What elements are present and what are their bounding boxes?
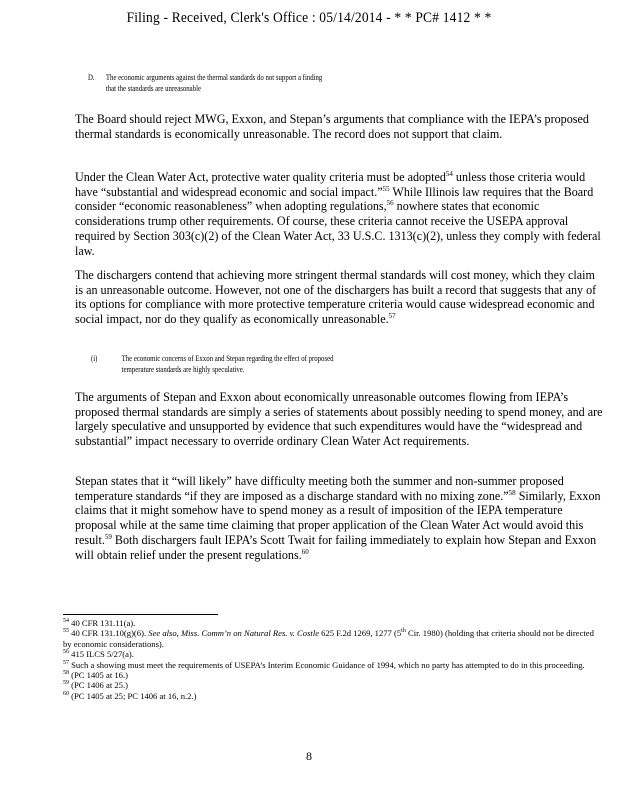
section-i-line2: temperature standards are highly speculative.: [121, 365, 245, 374]
paragraph-5-text-c: Both dischargers fault IEPA’s Scott Twait for failing immediately to explain how Stepan and Exxon will obtain relief under the present regulations.: [75, 532, 597, 562]
footnote-text: 40 CFR 131.11(a).: [69, 618, 136, 628]
paragraph-5: [75, 474, 605, 562]
footnote-number: 56: [63, 649, 69, 656]
footnote-number: 57: [63, 659, 69, 666]
section-i-heading: [91, 353, 334, 375]
page-number: 8: [306, 749, 312, 763]
footnote-ref-60[interactable]: 60: [301, 547, 309, 556]
footnote-divider: [63, 614, 218, 615]
footnote-text: (PC 1405 at 25; PC 1406 at 16, n.2.): [69, 690, 197, 701]
filing-stamp-header: Filing - Received, Clerk's Office : 05/14/2014 - * * PC# 1412 * *: [126, 10, 492, 26]
footnote-text: Cir. 1980) (holding that criteria should not be directed by economic considerations).: [63, 628, 594, 649]
footnote-ref-55[interactable]: 55: [382, 184, 390, 193]
footnote-text: 415 ILCS 5/27(a).: [69, 649, 134, 660]
footnote-text: (PC 1406 at 25.): [69, 680, 128, 691]
footnote-ref-58[interactable]: 58: [508, 488, 516, 497]
paragraph-2: [75, 170, 605, 258]
footnote-text: Such a showing must meet the requirements of USEPA’s Interim Economic Guidance of 1994, which no party has attempted to do in this proceeding.: [69, 659, 585, 670]
footnote-58: [63, 670, 603, 680]
paragraph-2-text-d: nowhere states that economic considerations trump other requirements. Of course, these criteria cannot receive the USEPA approval required by Section 303(c)(2) of the Clean Water Act, 33 U.S.C. 1313(c)(2), unless they comply with federal law.: [75, 199, 601, 258]
footnote-number: 60: [63, 690, 69, 697]
footnote-ref-54[interactable]: 54: [445, 169, 453, 178]
paragraph-2-text-c: While Illinois law requires that the Board consider “economic reasonableness” when adopting regulations,: [75, 184, 594, 214]
footnote-text: 625 F.2d 1269, 1277 (5: [319, 628, 402, 639]
paragraph-1: The Board should reject MWG, Exxon, and Stepan’s arguments that compliance with the IEPA’s proposed thermal standards is economically unreasonable. The record does not support that claim.: [75, 112, 589, 141]
section-d-line1: The economic arguments against the thermal standards do not support a finding: [105, 73, 323, 82]
footnote-56: [63, 649, 603, 659]
footnote-55: [63, 628, 603, 649]
footnote-number: 59: [63, 680, 69, 687]
footnote-59: [63, 680, 603, 690]
paragraph-4: The arguments of Stepan and Exxon about economically unreasonable outcomes flowing from IEPA’s proposed thermal standards are simply a series of statements about possibly needing to spend money, and are largely speculative and unsupported by evidence that such expenditures would have the “widespread and substantial” impact necessary to override ordinary Clean Water Act requirements.: [75, 390, 603, 449]
paragraph-5-text-a: Stepan states that it “will likely” have difficulty meeting both the summer and non-summer proposed temperature standards “if they are imposed as a discharge standard with no mixing zone.”: [75, 474, 564, 503]
footnote-text: (PC 1405 at 16.): [69, 670, 128, 681]
section-d-label: D.: [88, 73, 95, 82]
section-d-heading: [88, 72, 322, 94]
paragraph-2-text-a: Under the Clean Water Act, protective water quality criteria must be adopted: [75, 170, 446, 184]
footnotes: [63, 618, 603, 701]
footnote-54: [63, 618, 603, 628]
paragraph-5-text-b: Similarly, Exxon claims that it might somehow have to spend money as a result of imposition of the IEPA temperature proposal while at the same time claiming that proper application of the Clean Water Act would avoid this result.: [75, 488, 601, 547]
footnote-citation: See also, Miss. Comm’n on Natural Res. v. Costle: [148, 628, 320, 639]
paragraph-3-text: The dischargers contend that achieving more stringent thermal standards will cost money, which they claim is an unreasonable outcome. However, not one of the dischargers has built a record that suggests that any of its options for compliance with more protective temperature criteria would cause widespread economic and social impact, nor do they qualify as economically unreasonable.: [75, 268, 597, 327]
paragraph-3: [75, 268, 605, 327]
section-d-line2: that the standards are unreasonable: [105, 84, 202, 93]
footnote-number: 55: [63, 628, 69, 635]
ordinal-suffix: th: [401, 628, 406, 635]
paragraph-2-text-b: unless those criteria would have “substantial and widespread economic and social impact.”: [75, 170, 586, 199]
section-i-line1: The economic concerns of Exxon and Stepan regarding the effect of proposed: [121, 354, 334, 363]
footnote-57: [63, 660, 603, 670]
footnote-number: 54: [63, 618, 69, 625]
footnote-number: 58: [63, 670, 69, 677]
section-i-label: (i): [91, 354, 98, 363]
footnote-ref-57[interactable]: 57: [388, 312, 396, 321]
footnote-60: [63, 691, 603, 701]
footnote-ref-56[interactable]: 56: [386, 199, 394, 208]
footnote-ref-59[interactable]: 59: [104, 532, 112, 541]
footnote-text: 40 CFR 131.10(g)(6).: [69, 628, 149, 639]
